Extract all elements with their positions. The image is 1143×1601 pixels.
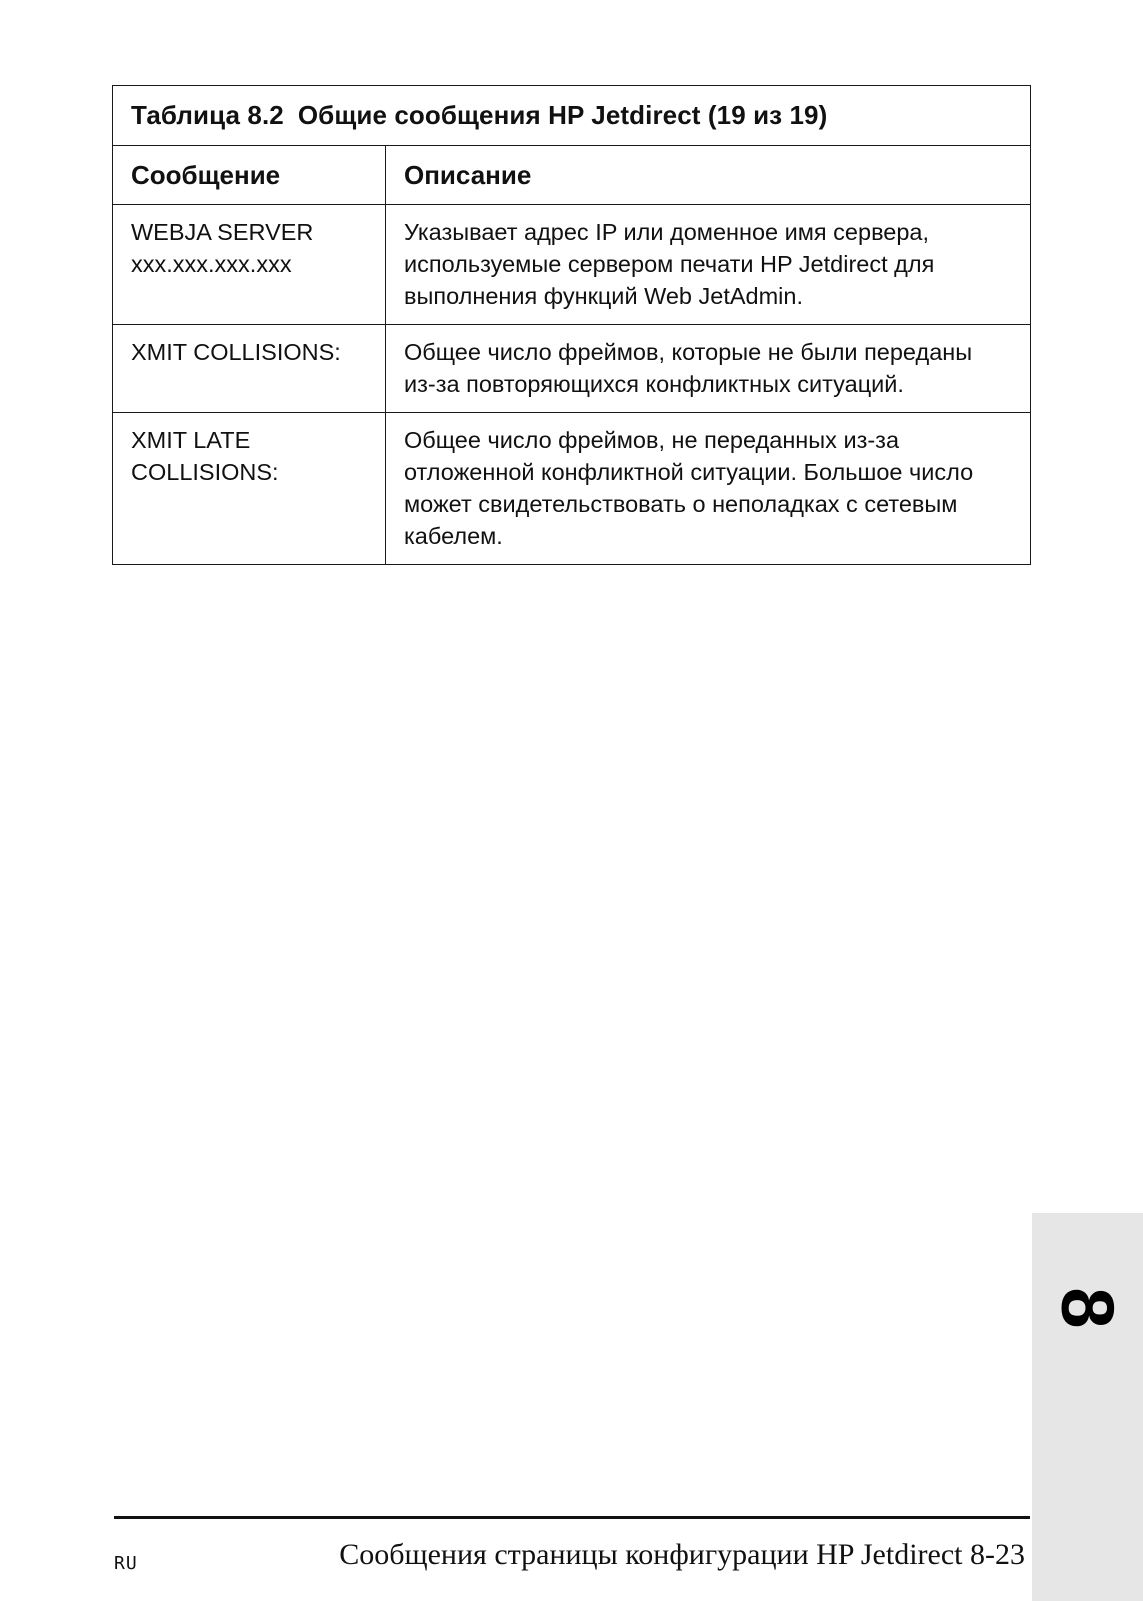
message-text: COLLISIONS: [131,459,279,485]
description-cell [386,325,1031,413]
description-text: выполнения функций Web JetAdmin. [404,283,804,309]
message-cell [113,325,386,413]
column-header-message: Сообщение [113,146,386,205]
table-header-row [113,146,1031,205]
footer-language-code: RU [114,1553,138,1574]
column-header-description: Описание [386,146,1031,205]
message-text: XMIT LATE [131,427,251,453]
message-text: WEBJA SERVER [131,219,314,245]
description-text: Общее число фреймов, не переданных из-за [404,427,900,453]
messages-table [112,85,1031,565]
description-cell [386,205,1031,325]
description-text: Указывает адрес IP или доменное имя сервера, [404,219,930,245]
message-cell [113,413,386,565]
messages-table-container [112,85,1030,565]
table-caption-row [113,86,1031,146]
table-caption [113,86,1031,146]
message-text: xxx.xxx.xxx.xxx [131,251,292,277]
chapter-number: 8 [1046,1287,1130,1329]
description-text: отложенной конфликтной ситуации. Большое число [404,459,974,485]
table-row [113,205,1031,325]
message-text: XMIT COLLISIONS: [131,339,341,365]
message-cell [113,205,386,325]
description-text: кабелем. [404,523,503,549]
description-text: Общее число фреймов, которые не были переданы [404,339,973,365]
footer-divider [114,1516,1030,1519]
description-text: может свидетельствовать о неполадках с сетевым [404,491,958,517]
footer-page-title: Сообщения страницы конфигурации HP Jetdirect 8-23 [339,1538,1025,1571]
table-caption-number: Таблица 8.2 [131,100,284,130]
table-row [113,413,1031,565]
table-row [113,325,1031,413]
table-caption-title: Общие сообщения HP Jetdirect (19 из 19) [297,100,828,130]
description-text: используемые сервером печати HP Jetdirect для [404,251,935,277]
description-text: из-за повторяющихся конфликтных ситуаций. [404,371,904,397]
description-cell [386,413,1031,565]
